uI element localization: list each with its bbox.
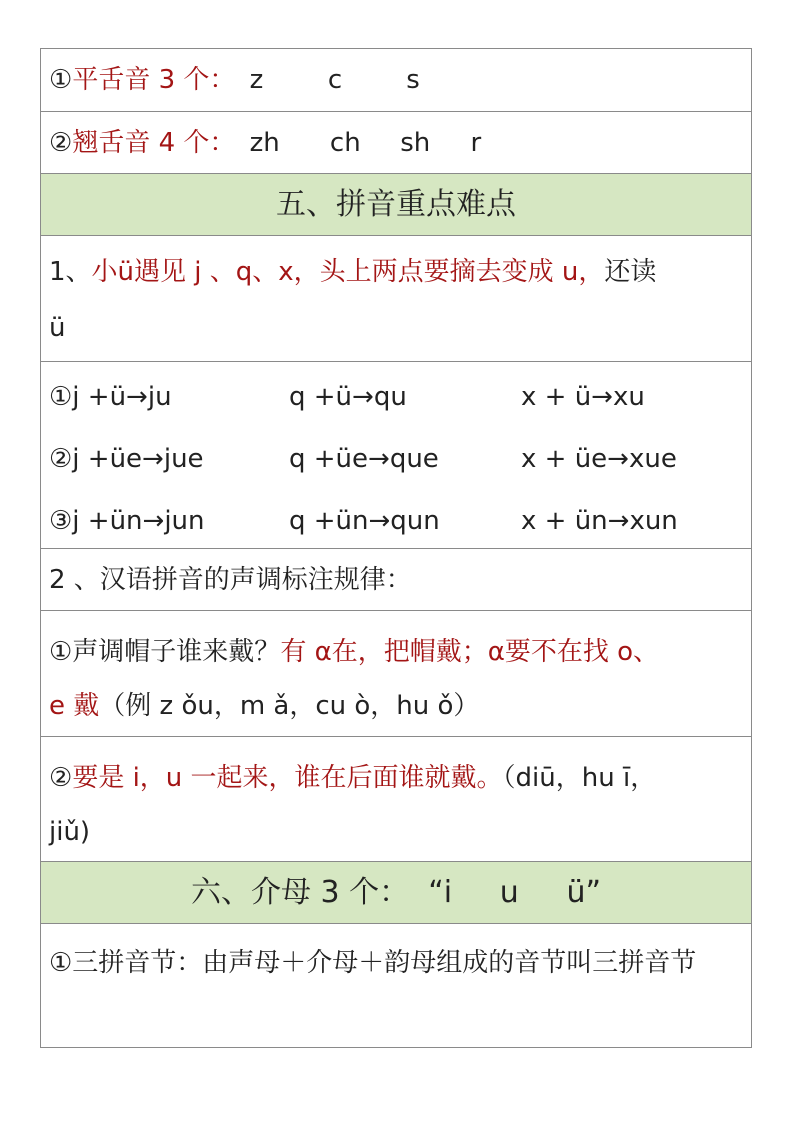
examples-row xyxy=(41,361,751,548)
syllable-r: r xyxy=(470,128,482,158)
rule-one-row xyxy=(41,235,751,361)
example-j: ①j +ü→ju xyxy=(49,382,172,412)
tone-rule-b-row xyxy=(41,736,751,861)
tone-rule-a-row xyxy=(41,610,751,736)
example-x: x + ü→xu xyxy=(521,382,645,412)
example-q: q +ün→qun xyxy=(289,506,440,536)
flat-tongue-row xyxy=(41,49,751,111)
tone-rule-heading-row xyxy=(41,548,751,610)
syllable-c: c xyxy=(327,65,343,95)
example-line xyxy=(41,366,751,428)
rule-one-prefix: 1、 xyxy=(49,257,92,287)
tone-rule-a-text-cont: e 戴 xyxy=(49,691,100,721)
syllable-sh: sh xyxy=(400,128,431,158)
three-syllable-row xyxy=(41,923,751,1047)
tone-rule-b-marker: ② xyxy=(49,763,73,793)
example-line xyxy=(41,428,751,490)
three-syllable-text: ①三拼音节：由声母＋介母＋韵母组成的音节叫三拼音节 xyxy=(49,948,697,978)
pinyin-table xyxy=(40,48,752,1048)
tone-rule-a-examples: （例 z ǒu，m ǎ，cu ò，hu ǒ） xyxy=(99,691,480,721)
syllable-ch: ch xyxy=(329,128,361,158)
flat-tongue-label: 平舌音 3 个： xyxy=(72,65,236,95)
syllable-z: z xyxy=(249,65,264,95)
section-five-title: 五、拼音重点难点 xyxy=(276,187,516,222)
row-marker: ① xyxy=(49,65,73,95)
section-six-title: 六、介母 3 个： “i u ü” xyxy=(190,875,602,910)
tone-rule-a-prefix: ①声调帽子谁来戴？ xyxy=(49,637,281,667)
row-marker: ② xyxy=(49,128,73,158)
retroflex-label: 翘舌音 4 个： xyxy=(72,128,236,158)
rule-one-text: 小ü遇见 j 、q、x，头上两点要摘去变成 u， xyxy=(91,257,605,287)
tone-rule-a-text: 有 α在，把帽戴；α要不在找 o、 xyxy=(280,637,660,667)
tone-rule-b-examples: （diū，hu ī， xyxy=(502,763,657,793)
tone-rule-b-text: 要是 i，u 一起来，谁在后面谁就戴。 xyxy=(72,763,503,793)
syllable-s: s xyxy=(406,65,420,95)
tone-rule-b-continuation: jiǔ) xyxy=(49,817,91,847)
example-x: x + üe→xue xyxy=(521,444,677,474)
example-j: ③j +ün→jun xyxy=(49,506,205,536)
example-j: ②j +üe→jue xyxy=(49,444,204,474)
section-five-heading xyxy=(41,173,751,235)
tone-rule-heading: 2 、汉语拼音的声调标注规律： xyxy=(49,565,412,595)
section-six-heading xyxy=(41,861,751,923)
retroflex-row xyxy=(41,111,751,173)
rule-one-suffix: 还读 xyxy=(604,257,657,287)
example-q: q +üe→que xyxy=(289,444,439,474)
syllable-zh: zh xyxy=(249,128,280,158)
example-line xyxy=(41,490,751,552)
example-q: q +ü→qu xyxy=(289,382,407,412)
rule-one-continuation: ü xyxy=(49,313,66,343)
example-x: x + ün→xun xyxy=(521,506,678,536)
